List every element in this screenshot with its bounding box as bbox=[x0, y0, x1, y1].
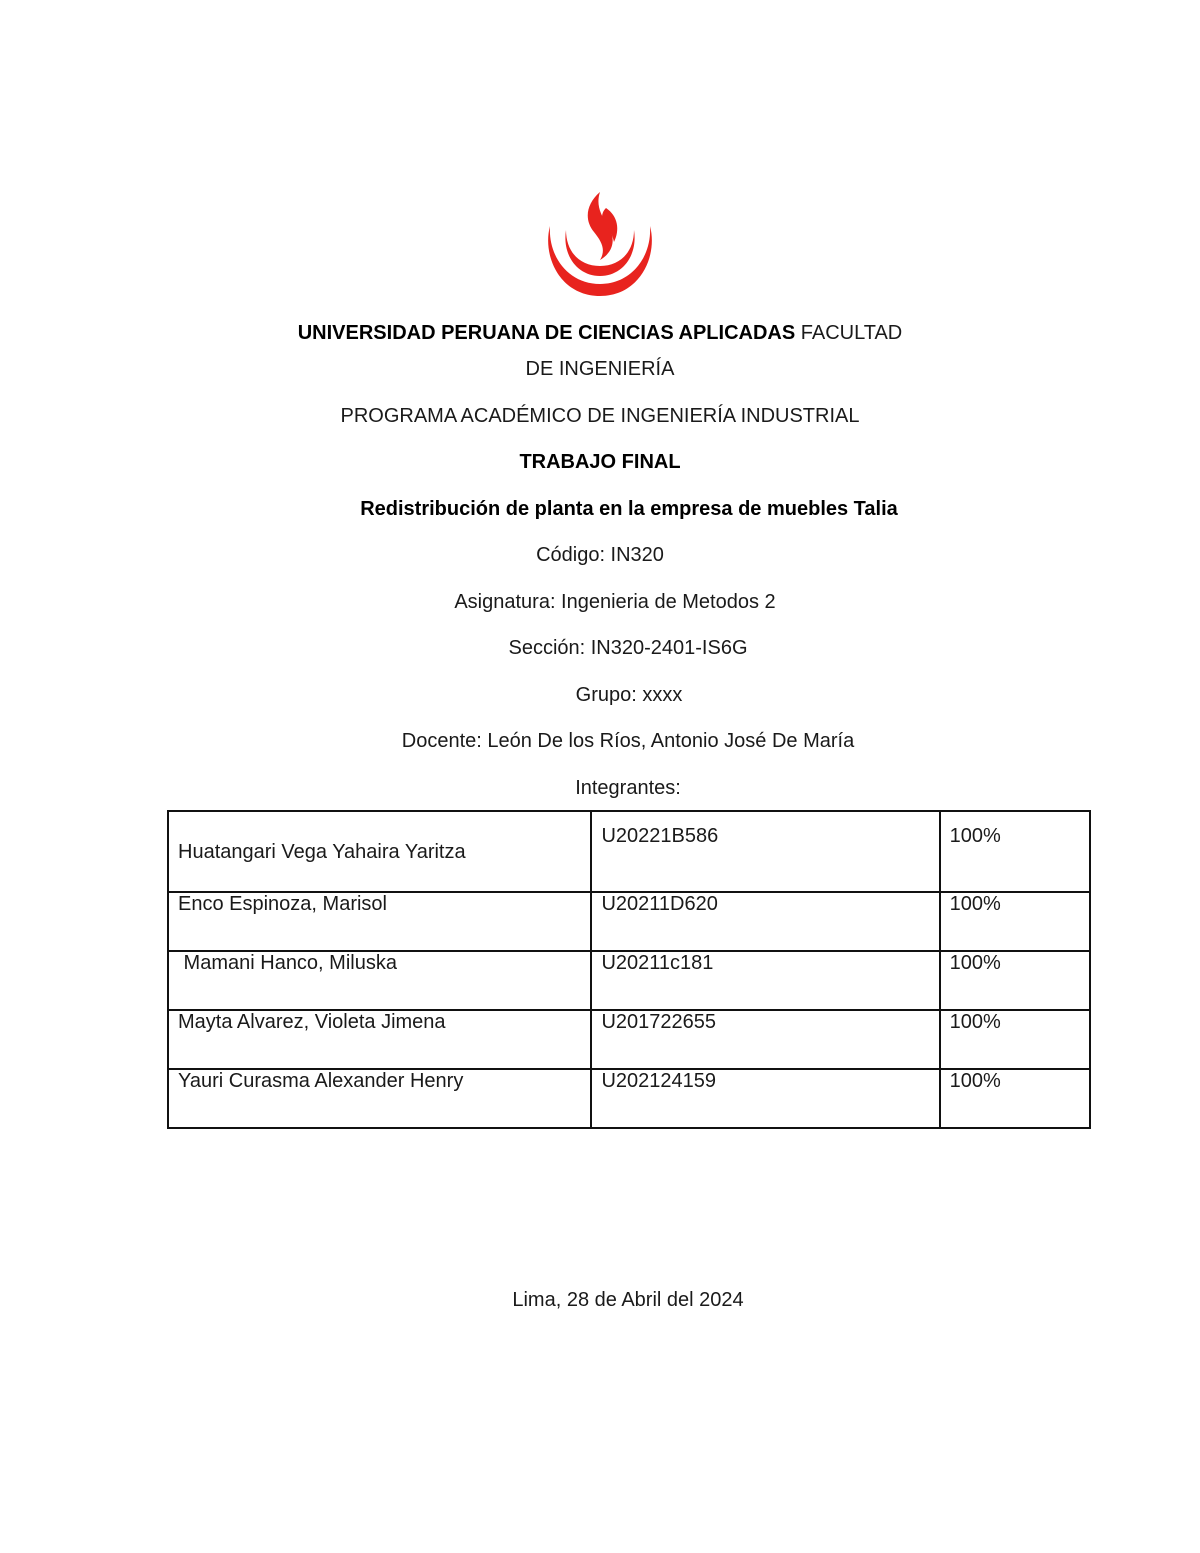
member-code: U20211c181 bbox=[591, 951, 939, 1010]
member-participation: 100% bbox=[940, 951, 1090, 1010]
university-name: UNIVERSIDAD PERUANA DE CIENCIAS APLICADAS bbox=[297, 322, 796, 344]
member-participation: 100% bbox=[940, 1010, 1090, 1069]
document-title: Redistribución de planta en la empresa de muebles Talia bbox=[360, 498, 898, 520]
member-code: U201722655 bbox=[591, 1010, 939, 1069]
place-date: Lima, 28 de Abril del 2024 bbox=[512, 1289, 744, 1311]
member-code: U202124159 bbox=[591, 1069, 939, 1128]
member-participation: 100% bbox=[940, 1069, 1090, 1128]
member-name: Mayta Alvarez, Violeta Jimena bbox=[168, 1010, 591, 1069]
faculty-part2: DE INGENIERÍA bbox=[525, 358, 675, 380]
subject: Asignatura: Ingenieria de Metodos 2 bbox=[454, 591, 776, 613]
university-faculty-line bbox=[0, 321, 1200, 345]
table-row bbox=[168, 1069, 1090, 1128]
table-row bbox=[168, 892, 1090, 951]
program-name: PROGRAMA ACADÉMICO DE INGENIERÍA INDUSTRIAL bbox=[340, 405, 860, 427]
table-row bbox=[168, 811, 1090, 892]
members-label: Integrantes: bbox=[575, 777, 681, 799]
table-row bbox=[168, 951, 1090, 1010]
section: Sección: IN320-2401-IS6G bbox=[508, 637, 748, 659]
members-table bbox=[167, 810, 1091, 1129]
member-name: Mamani Hanco, Miluska bbox=[168, 951, 591, 1010]
member-participation: 100% bbox=[940, 811, 1090, 892]
member-participation: 100% bbox=[940, 892, 1090, 951]
table-row bbox=[168, 1010, 1090, 1069]
member-code: U20221B586 bbox=[591, 811, 939, 892]
group: Grupo: xxxx bbox=[575, 684, 683, 706]
member-name: Enco Espinoza, Marisol bbox=[168, 892, 591, 951]
teacher: Docente: León De los Ríos, Antonio José De María bbox=[401, 730, 855, 752]
member-name: Huatangari Vega Yahaira Yaritza bbox=[168, 811, 591, 892]
upc-logo-icon bbox=[540, 186, 660, 302]
member-code: U20211D620 bbox=[591, 892, 939, 951]
faculty-part1: FACULTAD bbox=[800, 322, 903, 344]
member-name: Yauri Curasma Alexander Henry bbox=[168, 1069, 591, 1128]
work-type: TRABAJO FINAL bbox=[519, 451, 681, 473]
course-code: Código: IN320 bbox=[536, 544, 664, 566]
